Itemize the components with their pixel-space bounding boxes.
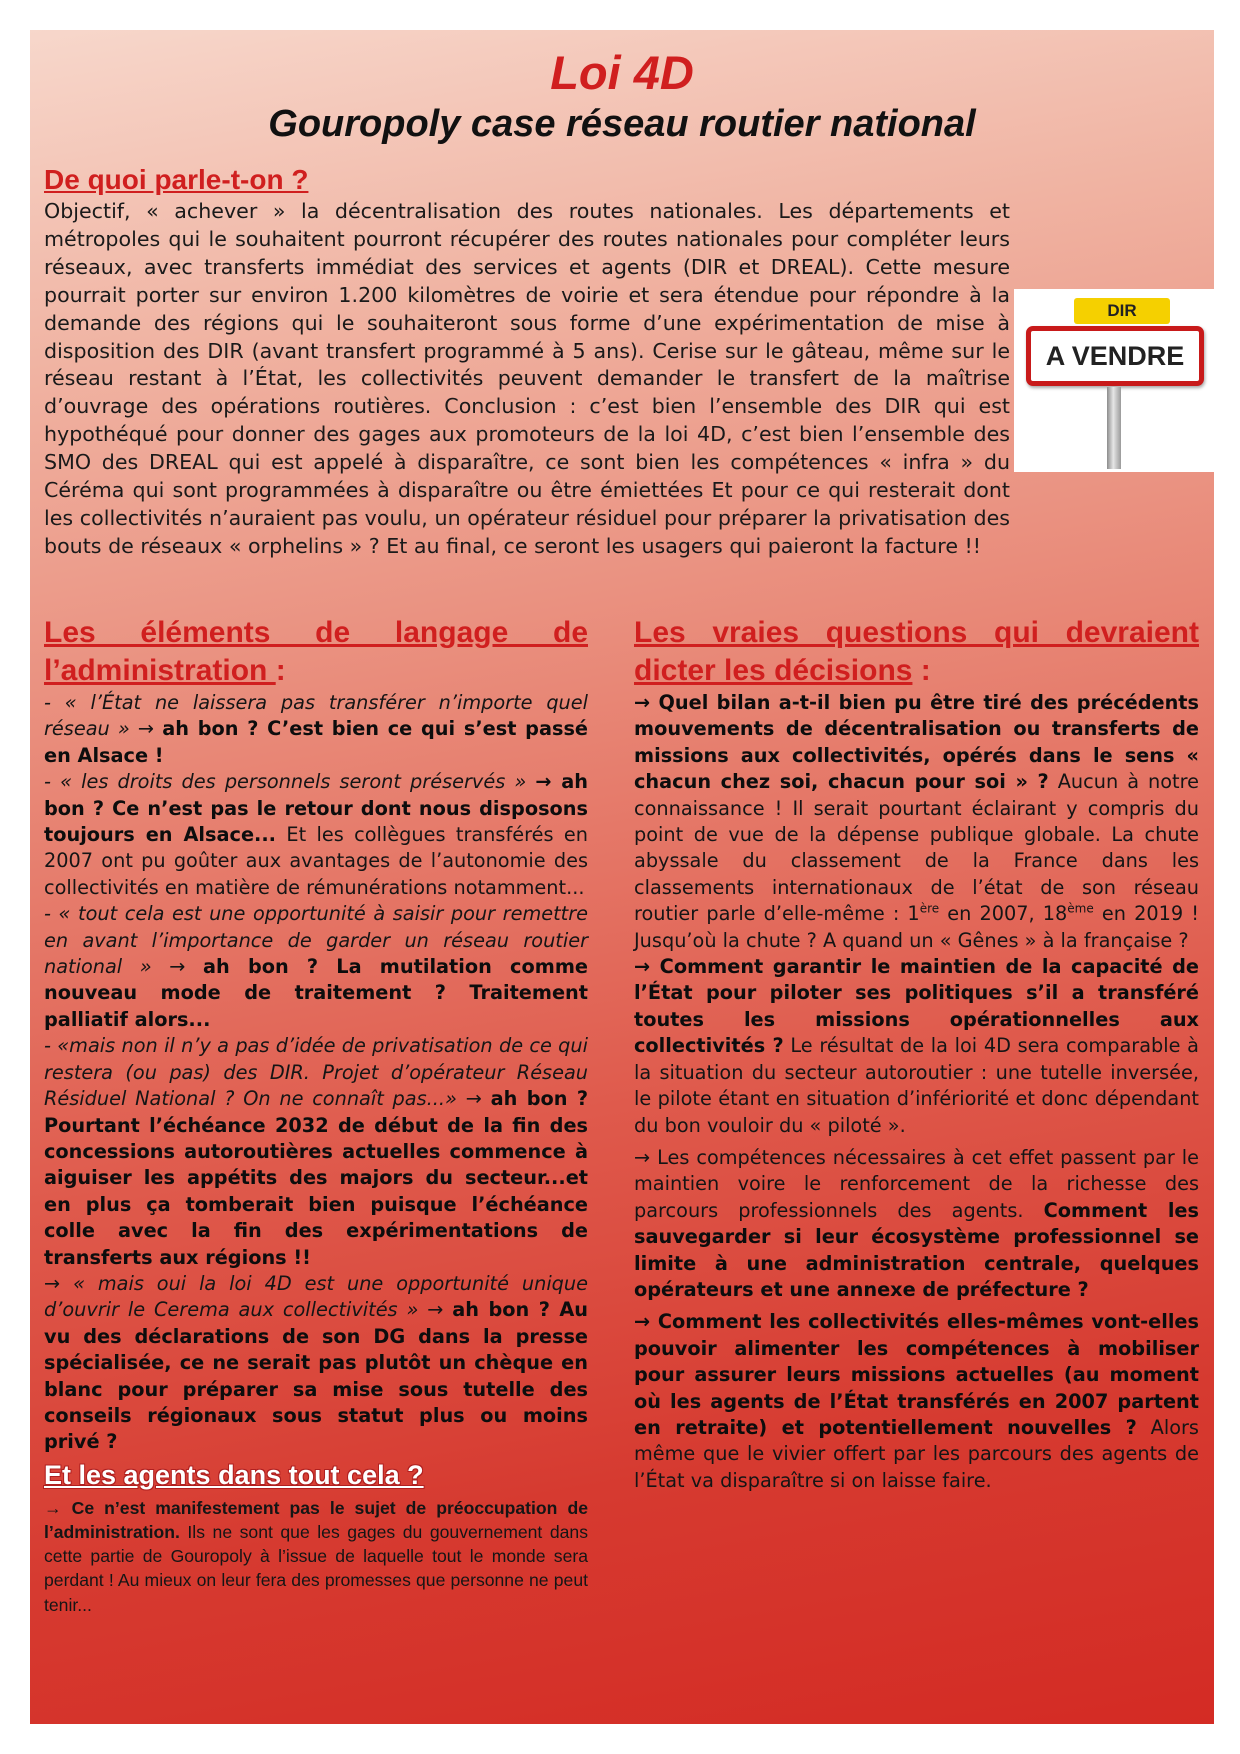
language-elements-list	[44, 690, 588, 1456]
page-title: Loi 4D	[550, 46, 694, 99]
sign-dir-panel: DIR	[1074, 298, 1170, 324]
right-heading-colon: :	[912, 654, 931, 687]
agents-paragraph: → Ce n’est manifestement pas le sujet de préoccupation de l’administration. Ils ne sont que les gages du gouvernement dans cette partie de Gouropoly à l’issue de laquelle tout le monde sera perdant ! Au mieux on leur fera des promesses que personne ne peut tenir...	[44, 1497, 588, 1615]
sign-pole	[1107, 387, 1121, 469]
left-heading-text: Les éléments de langage de l’administration	[44, 616, 588, 687]
right-heading-text: Les vraies questions qui devraient dicter les décisions	[634, 616, 1199, 687]
intro-paragraph: Objectif, « achever » la décentralisation des routes nationales. Les départements et métropoles qui le souhaitent pourront récupérer des routes nationales pour compléter leurs réseaux, avec transferts immédiat des services et agents (DIR et DREAL). Cette mesure pourrait porter sur environ 1.200 kilomètres de voirie et sera étendue pour répondre à la demande des régions qui le souhaiteront sous forme d’une expérimentation de mise à disposition des DIR (avant transfert programmé à 5 ans). Cerise sur le gâteau, même sur le réseau restant à l’État, les collectivités peuvent demander le transfert de la maîtrise d’ouvrage des opérations routières. Conclusion : c’est bien l’ensemble des DIR qui est hypothéqué pour donner des gages aux promoteurs de la loi 4D, c’est bien l’ensemble des SMO des DREAL qui est appelé à disparaître, ce sont bien les compétences « infra » du Céréma qui sont programmées à disparaître ou être émiettées Et pour ce qui resterait dont les collectivités n’auraient pas voulu, un opérateur résiduel pour préparer la privatisation des bouts de réseaux « orphelins » ? Et au final, ce seront les usagers qui paieront la facture !!	[44, 199, 1010, 558]
list-item: - « l’État ne laissera pas transférer n’importe quel réseau » → ah bon ? C’est bien ce qui s’est passé en Alsace !	[44, 691, 588, 767]
left-heading-colon: :	[275, 654, 286, 687]
list-item: - « les droits des personnels seront préservés » → ah bon ? Ce n’est pas le retour dont nous disposons toujours en Alsace... Et les collègues transférés en 2007 ont pu goûter aux avantages de l’autonomie des collectivités en matière de rémunérations notamment...	[44, 770, 588, 899]
for-sale-sign-image	[1014, 289, 1214, 472]
list-item: → « mais oui la loi 4D est une opportunité unique d’ouvrir le Cerema aux collectivités » → ah bon ? Au vu des déclarations de son DG dans la presse spécialisée, ce ne serait pas plutôt un chèque en blanc pour préparer sa mise sous tutelle des conseils régionaux sous statut plus ou moins privé ?	[44, 1271, 588, 1454]
right-column	[634, 614, 1199, 1494]
leaflet-page	[30, 30, 1214, 1724]
question-1: → Quel bilan a-t-il bien pu être tiré des précédents mouvements de décentralisation ou transferts de missions aux collectivités, opérés dans le sens « chacun chez soi, chacun pour soi » ? Aucun à notre connaissance ! Il serait pourtant éclairant y compris du point de vue de la dépense publique globale. La chute abyssale du classement de la France dans les classements internationaux de l’état de son réseau routier parle d’elle-même : 1ère en 2007, 18ème en 2019 ! Jusqu’où la chute ? A quand un « Gênes » à la française ?	[634, 691, 1199, 952]
left-column-heading	[44, 614, 588, 690]
page-subtitle: Gouropoly case réseau routier national	[268, 103, 976, 145]
question-3: → Les compétences nécessaires à cet effet passent par le maintien voire le renforcement de la richesse des parcours professionnels des agents. Comment les sauvegarder si leur écosystème professionnel se limite à une administration centrale, quelques opérateurs et une annexe de préfecture ?	[634, 1145, 1199, 1301]
agents-heading: Et les agents dans tout cela ?	[44, 1459, 424, 1490]
intro-heading: De quoi parle-t-on ?	[44, 164, 309, 195]
question-2: → Comment garantir le maintien de la capacité de l’État pour piloter ses politiques s’il a transféré toutes les missions opérationnelles aux collectivités ? Le résultat de la loi 4D sera comparable à la situation du secteur autoroutier : une tutelle inversée, le pilote étant en situation d’infériorité et donc dépendant du bon vouloir du « piloté ».	[634, 955, 1199, 1137]
right-column-heading	[634, 614, 1199, 690]
questions-list	[634, 690, 1199, 1494]
list-item: - «mais non il n’y a pas d’idée de privatisation de ce qui restera (ou pas) des DIR. Projet d’opérateur Réseau Résiduel National ? On ne connaît pas...» → ah bon ? Pourtant l’échéance 2032 de début de la fin des concessions autoroutières actuelles commence à aiguiser les appétits des majors du secteur...et en plus ça tomberait bien puisque l’échéance colle avec la fin des expérimentations de transferts aux régions !!	[44, 1034, 588, 1269]
left-column	[44, 614, 588, 1617]
question-4: → Comment les collectivités elles-mêmes vont-elles pouvoir alimenter les compétences à mobiliser pour assurer leurs missions actuelles (au moment où les agents de l’État transférés en 2007 partent en retraite) et potentiellement nouvelles ? Alors même que le vivier offert par les parcours des agents de l’État va disparaître si on laisse faire.	[634, 1310, 1199, 1492]
sign-a-vendre-panel: A VENDRE	[1026, 326, 1204, 386]
list-item: - « tout cela est une opportunité à saisir pour remettre en avant l’importance de garder un réseau routier national » → ah bon ? La mutilation comme nouveau mode de traitement ? Traitement palliatif alors...	[44, 902, 588, 1031]
